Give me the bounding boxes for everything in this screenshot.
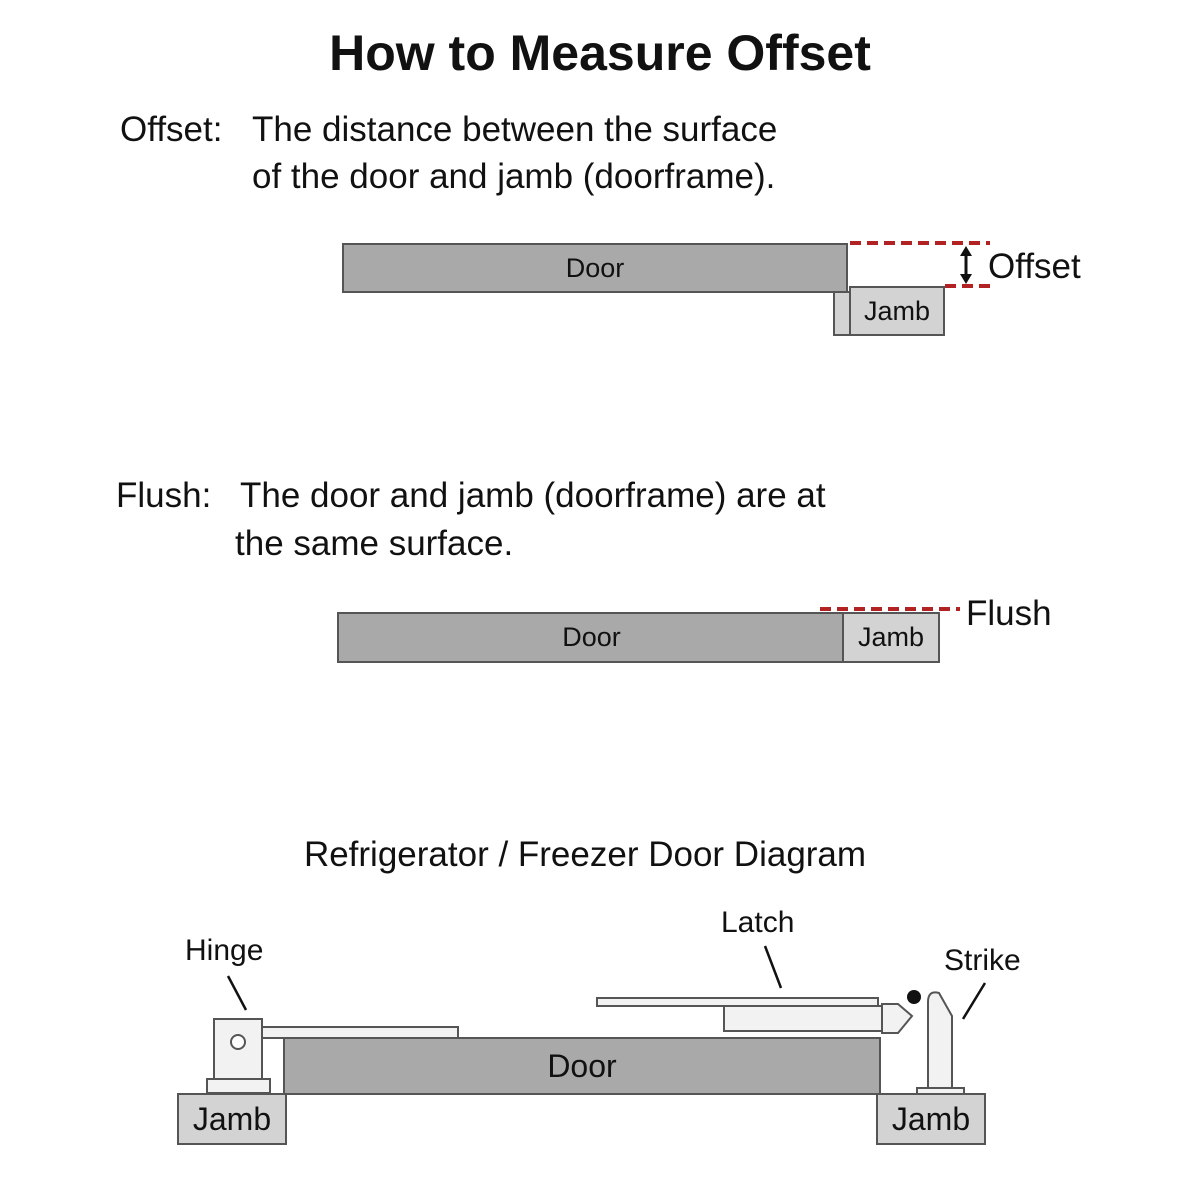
offset-term: Offset: — [120, 110, 223, 149]
fridge-right-jamb-label: Jamb — [891, 1100, 971, 1137]
fridge-left-jamb — [177, 1093, 287, 1145]
latch-roller-icon — [907, 990, 921, 1004]
offset-definition-line1: The distance between the surface — [252, 110, 778, 149]
latch-tip — [882, 1004, 912, 1033]
hinge-label: Hinge — [185, 934, 264, 967]
strike-label: Strike — [944, 944, 1021, 977]
latch-callout-line — [765, 946, 781, 988]
strike-post — [928, 992, 952, 1090]
flush-definition-line2: the same surface. — [235, 524, 514, 563]
offset-definition-line2: of the door and jamb (doorframe). — [252, 157, 776, 196]
fridge-diagram-title: Refrigerator / Freezer Door Diagram — [303, 835, 867, 874]
fridge-right-jamb — [876, 1093, 986, 1145]
latch-handle — [597, 998, 878, 1006]
flush-door-label: Door — [562, 622, 621, 652]
hinge-callout-line — [228, 976, 246, 1010]
fridge-door-label: Door — [547, 1047, 617, 1084]
flush-definition-line1: The door and jamb (doorframe) are at — [240, 476, 826, 515]
flush-term: Flush: — [116, 476, 212, 515]
latch-body — [724, 1006, 882, 1031]
hinge-base — [207, 1079, 270, 1093]
offset-door-label: Door — [565, 252, 625, 283]
page-title: How to Measure Offset — [329, 25, 871, 81]
hinge-pin-icon — [231, 1035, 245, 1049]
strike-callout-line — [963, 983, 985, 1019]
offset-indicator-label: Offset — [988, 247, 1081, 286]
flush-indicator-label: Flush — [966, 594, 1052, 633]
fridge-left-jamb-label: Jamb — [192, 1100, 272, 1137]
flush-jamb-label: Jamb — [857, 622, 925, 652]
latch-label: Latch — [721, 906, 795, 939]
offset-jamb-label: Jamb — [863, 295, 931, 326]
fridge-door — [283, 1037, 881, 1095]
